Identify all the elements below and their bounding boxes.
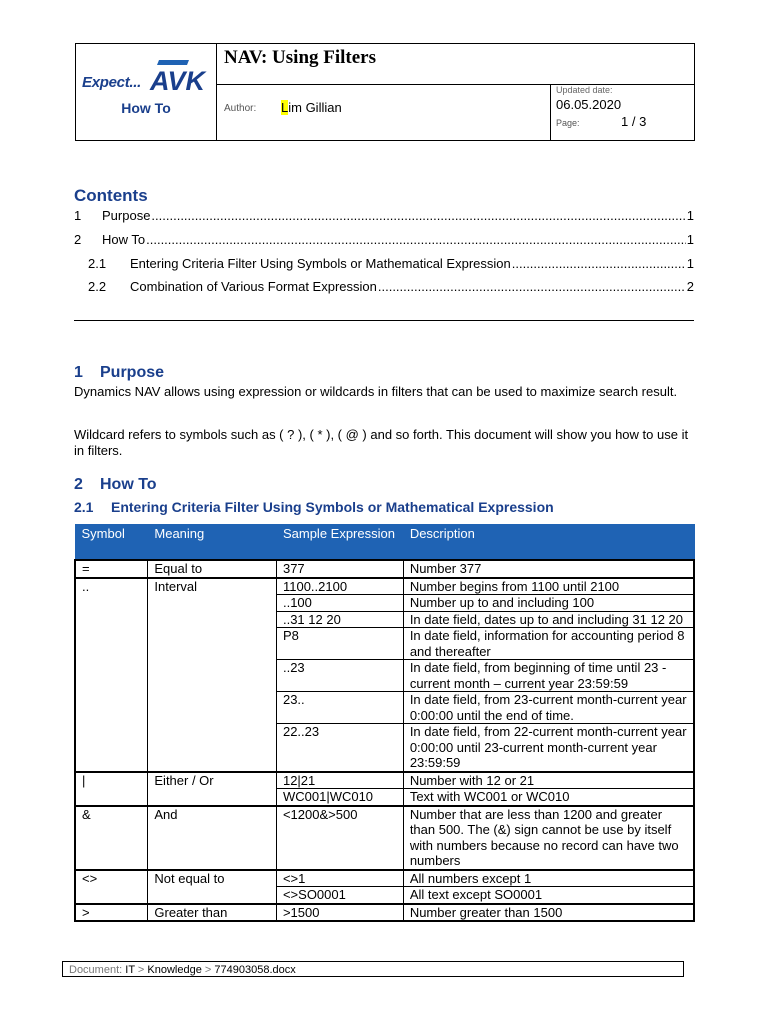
symbol-cell: <> [75, 870, 148, 904]
sample-cell: P8 [276, 628, 403, 660]
toc-leader [151, 208, 685, 223]
avk-logo [149, 54, 213, 92]
page-number: 1 / 3 [621, 114, 647, 129]
symbol-cell: > [75, 904, 148, 922]
document-header [75, 43, 695, 141]
filter-symbols-table [74, 524, 695, 922]
table-row [75, 806, 694, 870]
description-cell: In date field, from 23-current month-current year 0:00:00 until the end of time. [403, 692, 694, 724]
description-cell: All text except SO0001 [403, 887, 694, 904]
description-cell: Number up to and including 100 [403, 595, 694, 612]
heading-text: Entering Criteria Filter Using Symbols or Mathematical Expression [111, 499, 554, 515]
author-rest: im Gillian [288, 100, 342, 115]
description-cell: Number begins from 1100 until 2100 [403, 578, 694, 595]
symbol-cell: = [75, 560, 148, 578]
toc-leader [146, 232, 686, 247]
contents-heading: Contents [74, 186, 148, 205]
table-row [75, 578, 694, 595]
logo-expect-text: Expect... [82, 74, 141, 91]
symbol-cell: & [75, 806, 148, 870]
table-row [75, 870, 694, 887]
footer-knowledge: Knowledge [147, 964, 202, 976]
toc-page: 1 [686, 208, 694, 223]
sample-cell: ..100 [276, 595, 403, 612]
purpose-paragraph-1: Dynamics NAV allows using expression or wildcards in filters that can be used to maximize search result. [74, 384, 678, 399]
heading-number: 2.1 [74, 499, 94, 515]
description-cell: In date field, dates up to and including 31 12 20 [403, 611, 694, 628]
heading-text: Purpose [100, 364, 165, 381]
toc-page: 1 [686, 256, 694, 271]
meaning-cell: Interval [148, 578, 277, 772]
header-sample-expression: Sample Expression [276, 525, 403, 561]
sample-cell: <1200&>500 [276, 806, 403, 870]
toc-number: 2.2 [88, 279, 107, 294]
description-cell: In date field, from 22-current month-current year 0:00:00 until 23-current month-current year 23:59:59 [403, 724, 694, 772]
description-cell: Number with 12 or 21 [403, 772, 694, 789]
sample-cell: <>SO0001 [276, 887, 403, 904]
table-header-row [75, 525, 694, 561]
header-symbol: Symbol [75, 525, 148, 561]
toc-entry[interactable] [74, 208, 694, 223]
how-to-label: How To [121, 100, 171, 116]
heading-number: 2 [74, 476, 83, 493]
logo-cell [76, 44, 217, 140]
meaning-cell: And [148, 806, 277, 870]
toc-entry[interactable] [88, 279, 694, 294]
footer-separator: > [204, 964, 212, 976]
table-row [75, 560, 694, 578]
description-cell: Number 377 [403, 560, 694, 578]
toc-number: 2 [74, 232, 82, 247]
toc-label: Entering Criteria Filter Using Symbols or Mathematical Expression [130, 256, 511, 271]
author-highlight: L [281, 100, 289, 115]
footer-separator: > [137, 964, 145, 976]
sample-cell: 23.. [276, 692, 403, 724]
sample-cell: 12|21 [276, 772, 403, 789]
toc-label: Purpose [102, 208, 151, 223]
author-name [281, 100, 342, 115]
updated-date-value: 06.05.2020 [556, 97, 622, 112]
sample-cell: >1500 [276, 904, 403, 922]
meaning-cell: Greater than [148, 904, 277, 922]
toc-leader [512, 256, 686, 271]
toc-entry[interactable] [74, 232, 694, 247]
description-cell: All numbers except 1 [403, 870, 694, 887]
header-description: Description [403, 525, 694, 561]
document-title: NAV: Using Filters [224, 47, 377, 68]
description-cell: In date field, information for accounting period 8 and thereafter [403, 628, 694, 660]
toc-label: How To [102, 232, 146, 247]
meaning-cell: Not equal to [148, 870, 277, 904]
meta-divider [550, 84, 551, 140]
purpose-heading [74, 364, 164, 382]
contents-divider [74, 320, 694, 321]
toc-label: Combination of Various Format Expression [130, 279, 377, 294]
description-cell: Number that are less than 1200 and greater than 500. The (&) sign cannot be use by itself with numbers because no record can have two numbers [403, 806, 694, 870]
author-label: Author: [224, 103, 257, 114]
footer-filename: 774903058.docx [214, 964, 296, 976]
symbol-cell: .. [75, 578, 148, 772]
sample-cell: WC001|WC010 [276, 789, 403, 806]
logo-brand: AVK [150, 66, 206, 92]
table-row [75, 772, 694, 789]
footer-doc-label: Document: [69, 964, 123, 976]
toc-leader [378, 279, 686, 294]
document-footer [62, 961, 684, 977]
updated-date-label: Updated date: [556, 85, 613, 95]
footer-it: IT [125, 964, 135, 976]
symbol-cell: | [75, 772, 148, 806]
table-row [75, 904, 694, 922]
heading-number: 1 [74, 364, 83, 381]
sample-cell: 377 [276, 560, 403, 578]
sample-cell: ..31 12 20 [276, 611, 403, 628]
toc-number: 1 [74, 208, 82, 223]
toc-entry[interactable] [88, 256, 694, 271]
sample-cell: 22..23 [276, 724, 403, 772]
description-cell: In date field, from beginning of time until 23 - current month – current year 23:59:59 [403, 660, 694, 692]
toc-page: 2 [686, 279, 694, 294]
meaning-cell: Equal to [148, 560, 277, 578]
sample-cell: <>1 [276, 870, 403, 887]
sample-cell: 1100..2100 [276, 578, 403, 595]
subsection-heading [74, 499, 554, 515]
purpose-paragraph-2: Wildcard refers to symbols such as ( ? ), ( * ), ( @ ) and so forth. This document will show you how to use it in filters. [74, 427, 689, 458]
page-label: Page: [556, 118, 580, 128]
description-cell: Number greater than 1500 [403, 904, 694, 922]
toc-number: 2.1 [88, 256, 107, 271]
header-meaning: Meaning [148, 525, 277, 561]
meaning-cell: Either / Or [148, 772, 277, 806]
heading-text: How To [100, 476, 157, 493]
description-cell: Text with WC001 or WC010 [403, 789, 694, 806]
howto-heading [74, 476, 157, 494]
toc-page: 1 [686, 232, 694, 247]
sample-cell: ..23 [276, 660, 403, 692]
